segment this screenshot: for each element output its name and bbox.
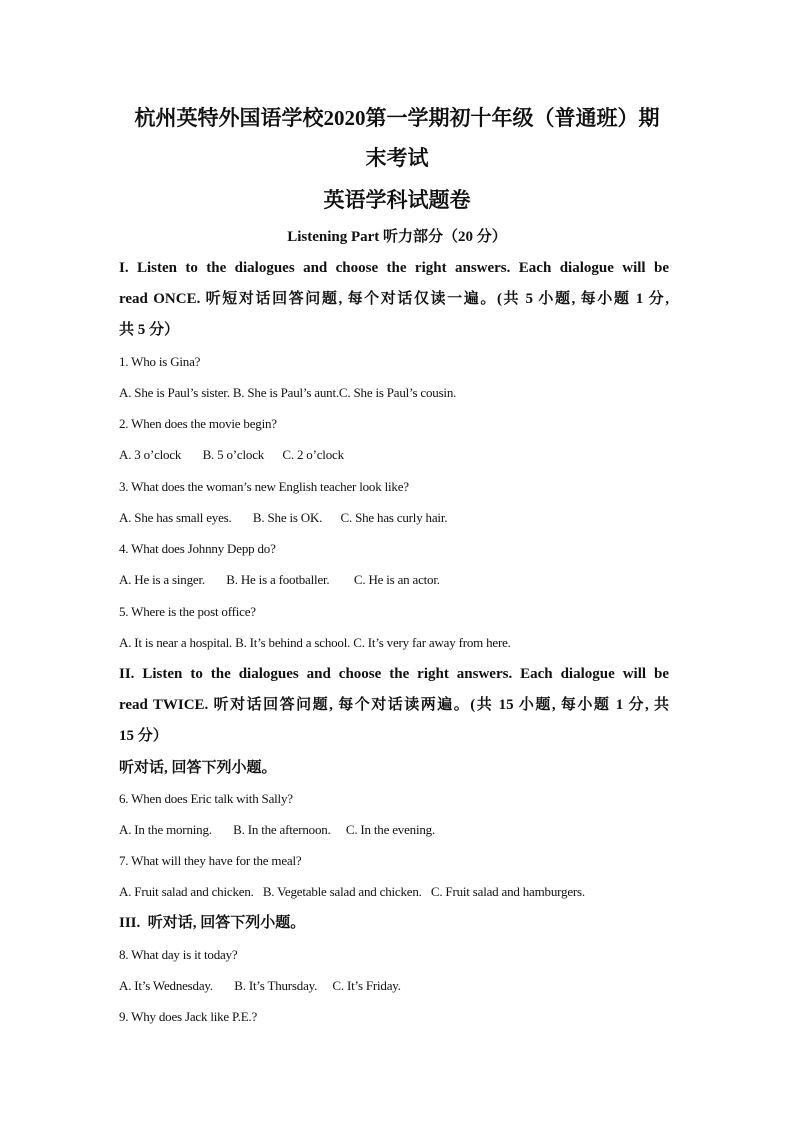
section2-heading-line3: 15 分） xyxy=(119,728,168,744)
question-8: 8. What day is it today? xyxy=(119,947,238,962)
question-1: 1. Who is Gina? xyxy=(119,354,201,369)
section1-heading-line3: 共 5 分） xyxy=(119,322,180,338)
question-1-options: A. She is Paul’s sister. B. She is Paul’s aunt.C. She is Paul’s cousin. xyxy=(119,385,457,400)
question-9: 9. Why does Jack like P.E.? xyxy=(119,1009,258,1024)
part-heading: Listening Part 听力部分（20 分） xyxy=(287,229,507,245)
question-2: 2. When does the movie begin? xyxy=(119,416,277,431)
exam-title-line1: 杭州英特外国语学校2020第一学期初十年级（普通班）期 xyxy=(134,106,660,130)
question-8-options: A. It’s Wednesday. B. It’s Thursday. C. It’s Friday. xyxy=(119,978,401,993)
section2-heading-line2: read TWICE. 听对话回答问题, 每个对话读两遍。(共 15 小题, 每小题 1 分, 共 xyxy=(119,697,669,713)
section2-heading-line1: II. Listen to the dialogues and choose the right answers. Each dialogue will be xyxy=(119,666,669,682)
section1-heading-line2: read ONCE. 听短对话回答问题, 每个对话仅读一遍。(共 5 小题, 每小题 1 分, xyxy=(119,291,669,307)
exam-title-line2: 末考试 xyxy=(365,146,429,170)
subject-title: 英语学科试题卷 xyxy=(323,188,471,212)
section2-instruction: 听对话, 回答下列小题。 xyxy=(119,760,277,776)
section3-heading: III. 听对话, 回答下列小题。 xyxy=(119,915,306,931)
question-5: 5. Where is the post office? xyxy=(119,604,256,619)
question-3: 3. What does the woman’s new English teacher look like? xyxy=(119,479,409,494)
question-3-options: A. She has small eyes. B. She is OK. C. She has curly hair. xyxy=(119,510,448,525)
question-6: 6. When does Eric talk with Sally? xyxy=(119,791,293,806)
question-6-options: A. In the morning. B. In the afternoon. C. In the evening. xyxy=(119,822,436,837)
section1-heading-line1: I. Listen to the dialogues and choose the right answers. Each dialogue will be xyxy=(119,260,669,276)
question-7: 7. What will they have for the meal? xyxy=(119,853,302,868)
question-4: 4. What does Johnny Depp do? xyxy=(119,541,276,556)
question-2-options: A. 3 o’clock B. 5 o’clock C. 2 o’clock xyxy=(119,447,344,462)
question-5-options: A. It is near a hospital. B. It’s behind a school. C. It’s very far away from here. xyxy=(119,635,511,650)
question-7-options: A. Fruit salad and chicken. B. Vegetable salad and chicken. C. Fruit salad and hamburgers. xyxy=(119,884,585,899)
question-4-options: A. He is a singer. B. He is a footballer. C. He is an actor. xyxy=(119,572,440,587)
